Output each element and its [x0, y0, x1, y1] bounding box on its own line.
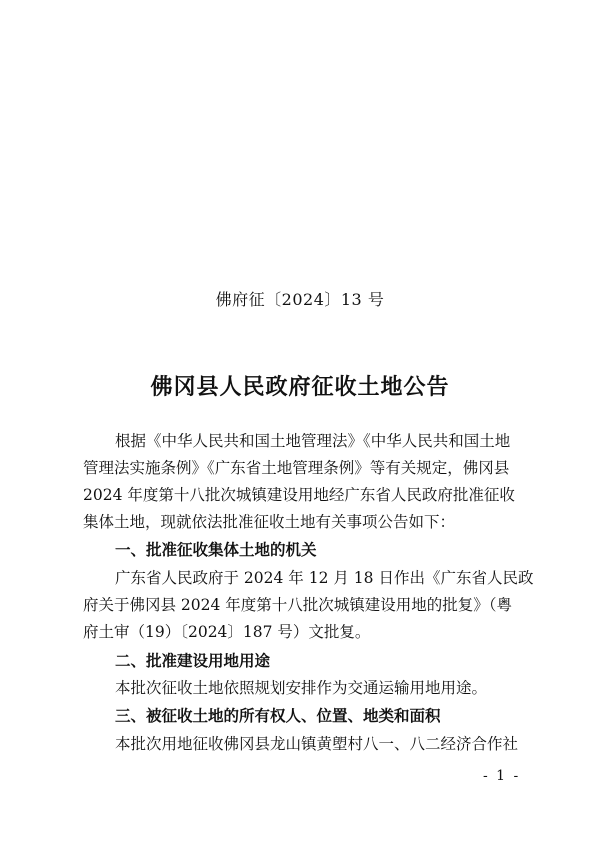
section-1-line-1: 广东省人民政府于 2024 年 12 月 18 日作出《广东省人民政 — [115, 569, 534, 587]
intro-line-3: 2024 年度第十八批次城镇建设用地经广东省人民政府批准征收 — [83, 486, 515, 504]
intro-line-1: 根据《中华人民共和国土地管理法》《中华人民共和国土地 — [115, 432, 511, 450]
section-3-heading: 三、被征收土地的所有权人、位置、地类和面积 — [115, 707, 441, 725]
intro-line-4: 集体土地，现就依法批准征收土地有关事项公告如下： — [83, 513, 456, 531]
page-title: 佛冈县人民政府征收土地公告 — [150, 374, 450, 400]
section-1-heading: 一、批准征收集体土地的机关 — [115, 541, 317, 559]
section-2-heading: 二、批准建设用地用途 — [115, 652, 271, 670]
section-3-line-1: 本批次用地征收佛冈县龙山镇黄塱村八一、八二经济合作社 — [115, 735, 519, 753]
section-1-line-2: 府关于佛冈县 2024 年度第十八批次城镇建设用地的批复》（粤 — [83, 596, 513, 614]
intro-line-2: 管理法实施条例》《广东省土地管理条例》等有关规定，佛冈县 — [83, 459, 510, 477]
section-2-line-1: 本批次征收土地依照规划安排作为交通运输用地用途。 — [115, 679, 488, 697]
document-number: 佛府征〔2024〕13 号 — [215, 290, 385, 309]
page-number: - 1 - — [483, 768, 521, 784]
section-1-line-3: 府土审（19）〔2024〕187 号）文批复。 — [83, 623, 371, 641]
